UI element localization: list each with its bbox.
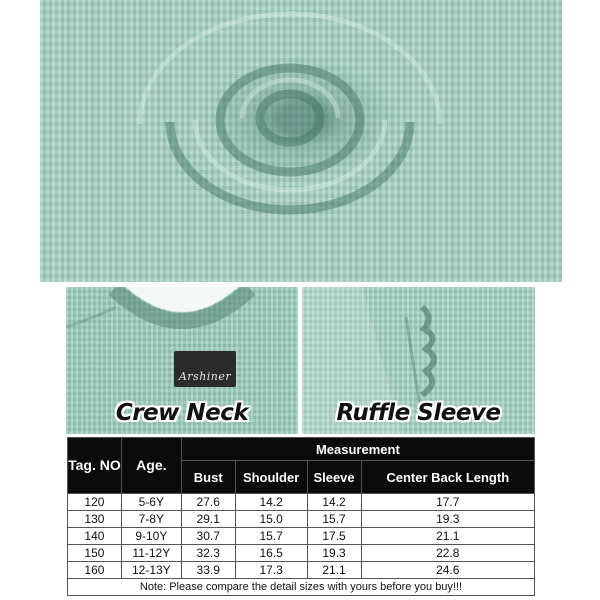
cell-shoulder: 15.7	[235, 528, 307, 545]
size-chart-table	[67, 437, 535, 596]
cell-age: 11-12Y	[121, 545, 181, 562]
cell-length: 19.3	[361, 511, 534, 528]
cell-shoulder: 14.2	[235, 494, 307, 511]
cell-sleeve: 17.5	[307, 528, 361, 545]
cell-length: 17.7	[361, 494, 534, 511]
cell-tag: 150	[68, 545, 122, 562]
knit-swirl-graphic	[40, 0, 562, 282]
cell-tag: 140	[68, 528, 122, 545]
cell-age: 7-8Y	[121, 511, 181, 528]
cell-tag: 120	[68, 494, 122, 511]
table-row	[68, 545, 535, 562]
cell-sleeve: 14.2	[307, 494, 361, 511]
cell-bust: 29.1	[181, 511, 235, 528]
cell-age: 9-10Y	[121, 528, 181, 545]
cell-shoulder: 16.5	[235, 545, 307, 562]
header-age: Age.	[121, 438, 181, 494]
crew-neck-photo	[66, 287, 298, 434]
knit-closeup-photo	[40, 0, 562, 282]
header-tag-no: Tag. NO	[68, 438, 122, 494]
cell-length: 24.6	[361, 562, 534, 579]
header-sleeve: Sleeve	[307, 461, 361, 494]
ruffle-sleeve-photo	[302, 287, 535, 434]
table-row	[68, 494, 535, 511]
size-note: Note: Please compare the detail sizes with yours before you buy!!!	[68, 579, 535, 596]
cell-bust: 33.9	[181, 562, 235, 579]
cell-length: 22.8	[361, 545, 534, 562]
cell-tag: 130	[68, 511, 122, 528]
cell-sleeve: 21.1	[307, 562, 361, 579]
cell-age: 12-13Y	[121, 562, 181, 579]
header-bust: Bust	[181, 461, 235, 494]
cell-length: 21.1	[361, 528, 534, 545]
brand-label-tag	[174, 351, 236, 387]
cell-sleeve: 19.3	[307, 545, 361, 562]
header-measurement: Measurement	[181, 438, 534, 461]
cell-sleeve: 15.7	[307, 511, 361, 528]
table-row	[68, 511, 535, 528]
cell-shoulder: 17.3	[235, 562, 307, 579]
cell-age: 5-6Y	[121, 494, 181, 511]
table-row	[68, 528, 535, 545]
table-row	[68, 562, 535, 579]
cell-bust: 32.3	[181, 545, 235, 562]
header-center-back-length: Center Back Length	[361, 461, 534, 494]
cell-shoulder: 15.0	[235, 511, 307, 528]
cell-tag: 160	[68, 562, 122, 579]
brand-label-text: Arshiner	[178, 370, 232, 383]
cell-bust: 27.6	[181, 494, 235, 511]
crew-neck-caption: Crew Neck	[115, 400, 249, 426]
cell-bust: 30.7	[181, 528, 235, 545]
ruffle-sleeve-caption: Ruffle Sleeve	[336, 400, 501, 426]
note-row	[68, 579, 535, 596]
header-shoulder: Shoulder	[235, 461, 307, 494]
